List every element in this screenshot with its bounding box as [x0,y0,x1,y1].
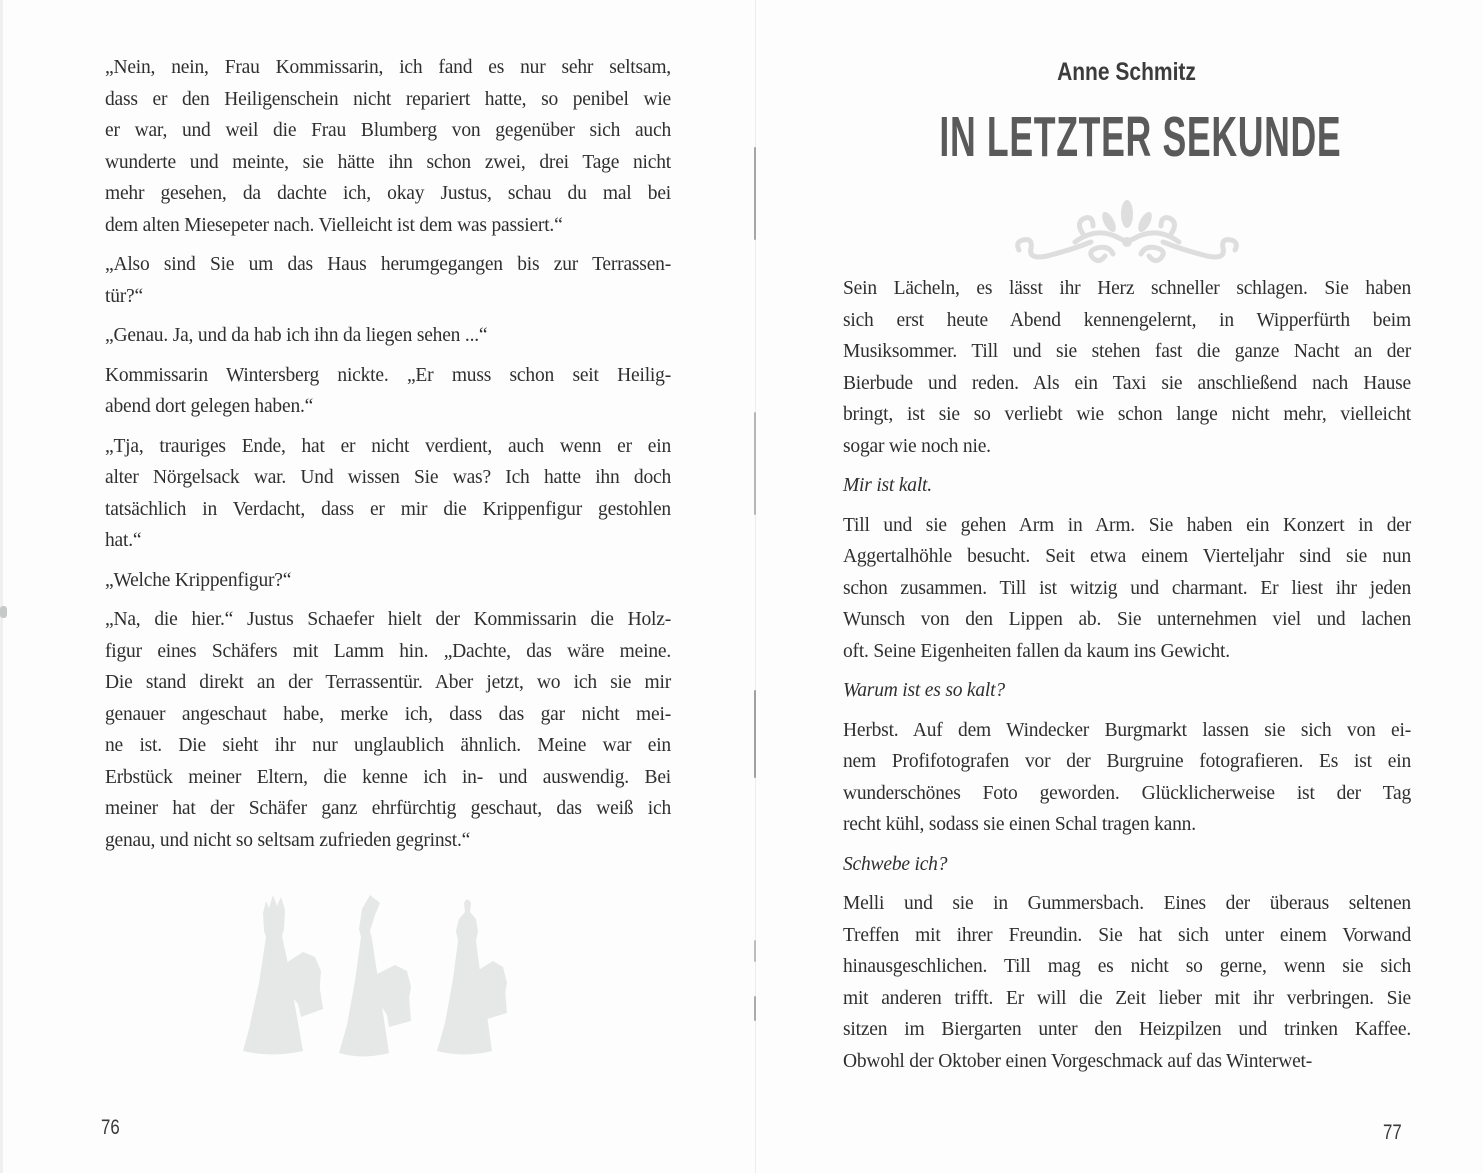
text-line: alter Nörgelsack war. Und wissen Sie was? Ich hatte ihn doch [105,467,671,488]
scan-edge-strip [0,0,3,1173]
paragraph [843,470,1411,502]
text-line: „Also sind Sie um das Haus herumgegangen bis zur Terrassen- [105,254,671,275]
text-line: schon zusammen. Till ist witzig und charmant. Er liest ihr jeden [843,577,1411,599]
text-line: Warum ist es so kalt? [843,680,1005,701]
paragraph [843,675,1411,707]
text-line: Kommissarin Wintersberg nickte. „Er muss schon seit Heilig- [105,364,671,386]
text-line: tatsächlich in Verdacht, dass er mir die Krippenfigur gestohlen [105,498,671,520]
gutter-shadow-segment [754,940,756,962]
text-line: „Welche Krippenfigur?“ [105,569,292,591]
text-line: „Nein, nein, Frau Kommissarin, ich fand es nur sehr seltsam, [105,57,671,78]
text-line: figur eines Schäfers mit Lamm hin. „Dachte, das wäre meine. [105,640,671,662]
text-line: tür?“ [105,285,143,307]
left-text-column [105,52,671,856]
text-line: bringt, ist sie so verliebt wie schon lange nicht mehr, vielleicht [843,404,1411,425]
text-line: sich erst heute Abend kennengelernt, in Wipperfürth beim [843,309,1411,331]
text-line: wunderte und meinte, sie hätte ihn schon zwei, drei Tage nicht [105,151,671,173]
three-kings-silhouette-illustration [229,879,535,1057]
text-line: Musiksommer. Till und sie stehen fast die ganze Nacht an der [843,341,1411,362]
gutter-shadow-segment [754,412,756,515]
text-line: er war, und weil die Frau Blumberg von gegenüber sich auch [105,120,671,141]
text-line: dass er den Heiligenschein nicht repariert hatte, so penibel wie [105,88,671,110]
text-line: Die stand direkt an der Terrassentür. Aber jetzt, wo ich sie mir [105,672,671,693]
page-number-left: 76 [101,1116,120,1139]
flourish-ornament-icon [1013,198,1241,268]
paragraph [105,604,671,856]
text-line: abend dort gelegen haben.“ [105,396,314,417]
text-line: Erbstück meiner Eltern, die kenne ich in- und auswendig. Bei [105,766,671,788]
text-line: mit anderen trifft. Er will die Zeit lieber mit ihr verbringen. Sie [843,987,1411,1009]
paragraph [105,249,671,312]
text-line: Melli und sie in Gummersbach. Eines der überaus seltenen [843,893,1411,914]
text-line: mehr gesehen, da dachte ich, okay Justus, schau du mal bei [105,183,671,204]
paragraph [105,320,671,352]
paragraph [105,52,671,241]
text-line: oft. Seine Eigenheiten fallen da kaum ins Gewicht. [843,640,1230,662]
text-line: Treffen mit ihrer Freundin. Sie hat sich unter einem Vorwand [843,924,1411,946]
story-title: IN LETZTER SEKUNDE [939,105,1342,169]
text-line: Aggertalhöhle besucht. Seit etwa einem Vierteljahr sind sie nun [843,546,1411,567]
text-line: Obwohl der Oktober einen Vorgeschmack auf das Winterwet- [843,1050,1313,1072]
text-line: sogar wie noch nie. [843,435,991,457]
paragraph [843,849,1411,881]
text-line: Till und sie gehen Arm in Arm. Sie haben ein Konzert in der [843,514,1411,536]
text-line: Mir ist kalt. [843,475,932,496]
text-line: „Na, die hier.“ Justus Schaefer hielt der Kommissarin die Holz- [105,609,671,630]
text-line: meiner hat der Schäfer ganz ehrfürchtig geschaut, das weiß ich [105,798,671,819]
text-line: Herbst. Auf dem Windecker Burgmarkt lassen sie sich von ei- [843,719,1411,741]
scan-edge-mark [0,606,7,618]
text-line: sitzen im Biergarten unter den Heizpilzen und trinken Kaffee. [843,1019,1411,1040]
text-line: recht kühl, sodass sie einen Schal tragen kann. [843,814,1196,835]
paragraph [105,565,671,597]
text-line: „Tja, trauriges Ende, hat er nicht verdient, auch wenn er ein [105,435,671,457]
text-line: genau, und nicht so seltsam zufrieden gegrinst.“ [105,829,471,851]
gutter-shadow-segment [754,690,756,778]
text-line: Sein Lächeln, es lässt ihr Herz schneller schlagen. Sie haben [843,278,1411,299]
paragraph [843,888,1411,1077]
text-line: dem alten Miesepeter nach. Vielleicht ist dem was passiert.“ [105,214,563,236]
text-line: Bierbude und reden. Als ein Taxi sie anschließend nach Hause [843,372,1411,394]
story-author: Anne Schmitz [1057,58,1196,86]
gutter-shadow-segment [754,996,756,1021]
text-line: Schwebe ich? [843,853,948,875]
text-line: hinausgeschlichen. Till mag es nicht so gerne, wenn sie sich [843,956,1411,977]
text-line: genauer angeschaut habe, merke ich, dass das gar nicht mei- [105,703,671,725]
text-line: ne ist. Die sieht ihr nur unglaublich ähnlich. Meine war ein [105,735,671,756]
gutter-shadow-segment [754,147,756,240]
text-line: „Genau. Ja, und da hab ich ihn da liegen sehen ...“ [105,325,488,346]
paragraph [105,431,671,557]
text-line: hat.“ [105,530,142,551]
text-line: nem Profifotografen vor der Burgruine fotografieren. Es ist ein [843,751,1411,772]
paragraph [843,273,1411,462]
paragraph [105,360,671,423]
text-line: Wunsch von den Lippen ab. Sie unternehmen viel und lachen [843,609,1411,630]
page-number-right: 77 [1383,1121,1402,1144]
text-line: wunderschönes Foto geworden. Glücklicherweise ist der Tag [843,782,1411,804]
right-text-column [843,273,1411,1077]
paragraph [843,510,1411,668]
paragraph [843,715,1411,841]
